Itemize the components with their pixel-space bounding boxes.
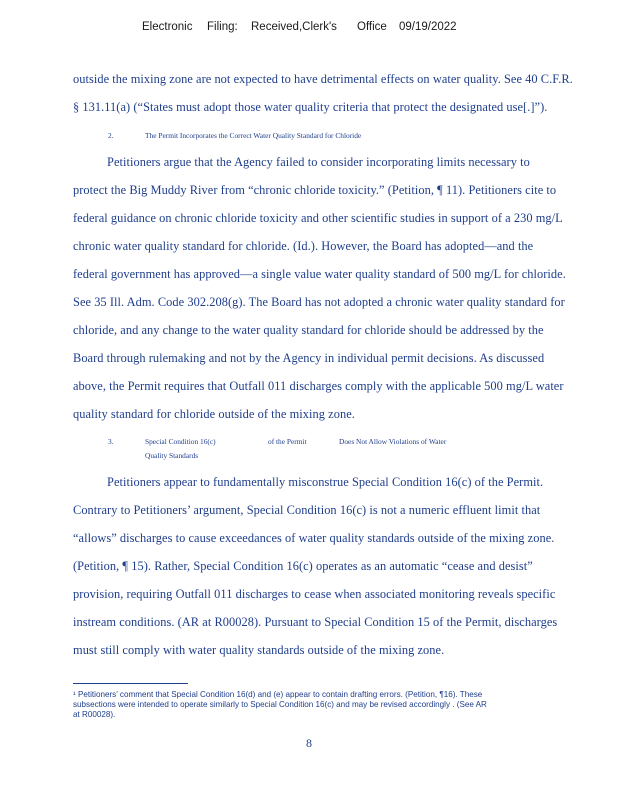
paragraph-line: must still comply with water quality standards outside of the mixing zone. [73,643,445,657]
footnote-line: subsections were intended to operate similarly to Special Condition 16(c) and may be revised accordingly . (See AR [73,700,487,709]
paragraph-line: (Petition, ¶ 15). Rather, Special Condition 16(c) operates as an automatic “cease and desist” [73,559,533,573]
paragraph-line: quality standard for chloride outside of the mixing zone. [73,407,355,421]
paragraph-line: See 35 Ill. Adm. Code 302.208(g). The Board has not adopted a chronic water quality standard for [73,295,565,309]
paragraph-line: “allows” discharges to cause exceedances of water quality standards outside of the mixing zone. [73,531,555,545]
header-date: 09/19/2022 [399,21,457,33]
paragraph-line: provision, requiring Outfall 011 discharges to cease when associated monitoring reveals specific [73,587,556,601]
paragraph-line: Petitioners argue that the Agency failed to consider incorporating limits necessary to [107,155,530,169]
paragraph-line: protect the Big Muddy River from “chronic chloride toxicity.” (Petition, ¶ 11). Petitioners cite to [73,183,557,197]
section-heading-number: 3. [108,437,114,446]
paragraph-line: federal government has approved—a single value water quality standard of 500 mg/L for chloride. [73,267,566,281]
section-heading: of the Permit [268,437,307,446]
paragraph-line: Petitioners appear to fundamentally misconstrue Special Condition 16(c) of the Permit. [107,475,544,489]
paragraph-line: outside the mixing zone are not expected to have detrimental effects on water quality. See 40 C.F.R. [73,72,573,86]
header-electronic: Electronic [142,21,193,33]
paragraph-line: Contrary to Petitioners’ argument, Special Condition 16(c) is not a numeric effluent limit that [73,503,541,517]
paragraph-line: Board through rulemaking and not by the Agency in individual permit decisions. As discussed [73,351,545,365]
header-filing: Filing: [207,21,238,33]
section-heading: Special Condition 16(c) [145,437,216,446]
section-heading: Does Not Allow Violations of Water [339,437,447,446]
section-heading: The Permit Incorporates the Correct Water Quality Standard for Chloride [145,131,362,140]
paragraph-line: above, the Permit requires that Outfall 011 discharges comply with the applicable 500 mg/L water [73,379,564,393]
paragraph-line: chloride, and any change to the water quality standard for chloride should be addressed by the [73,323,544,337]
header-office: Office [357,21,387,33]
paragraph-line: federal guidance on chronic chloride toxicity and other scientific studies in support of a 230 mg/L [73,211,563,225]
footnote-divider [73,683,188,684]
footnote-line: ¹ Petitioners’ comment that Special Condition 16(d) and (e) appear to contain drafting errors. (Petition, ¶16). These [73,690,483,699]
page-number: 8 [306,736,312,750]
paragraph-line: § 131.11(a) (“States must adopt those water quality criteria that protect the designated use[.]”). [73,100,548,114]
section-heading: Quality Standards [145,451,199,460]
footnote-line: at R00028). [73,710,116,719]
paragraph-line: instream conditions. (AR at R00028). Pursuant to Special Condition 15 of the Permit, discharges [73,615,558,629]
section-heading-number: 2. [108,131,114,140]
header-received: Received,Clerk's [251,21,337,33]
paragraph-line: chronic water quality standard for chloride. (Id.). However, the Board has adopted—and the [73,239,534,253]
